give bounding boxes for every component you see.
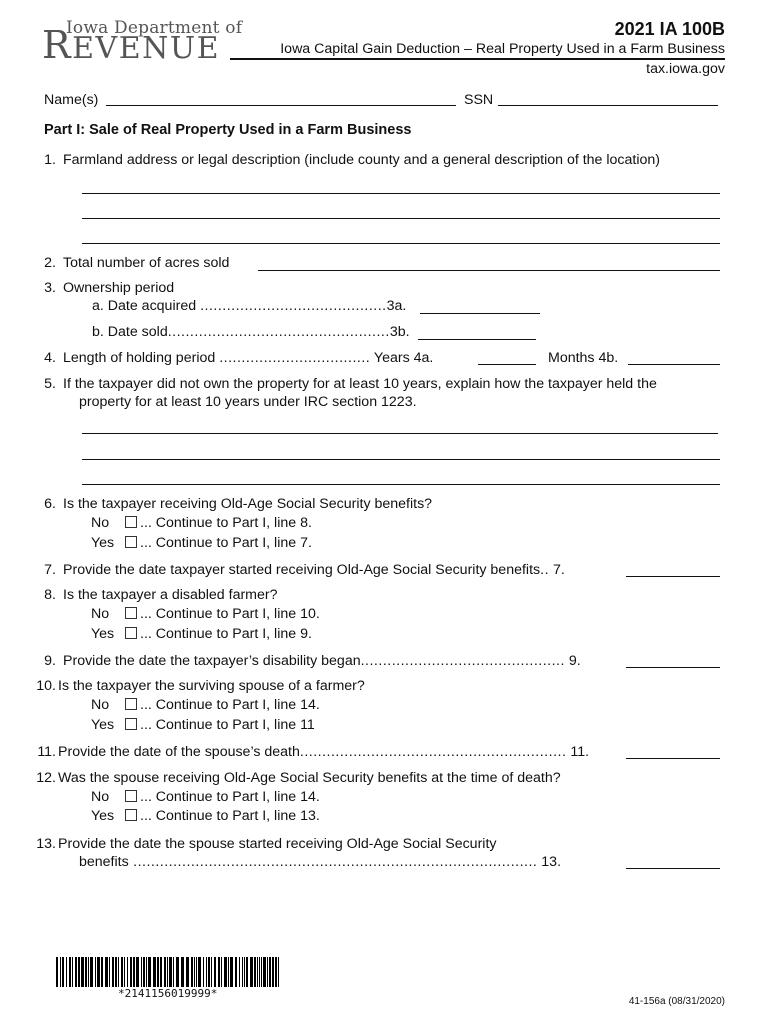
no-action: ... Continue to Part I, line 10. <box>140 606 320 622</box>
barcode-bar <box>115 957 117 987</box>
line-ref: 3a. <box>386 298 407 314</box>
yes-checkbox[interactable] <box>125 536 137 548</box>
line-3b <box>92 324 410 341</box>
no-label: No <box>91 789 110 805</box>
line-3 <box>34 280 174 297</box>
line-ref: 3b. <box>389 324 410 340</box>
line-3a <box>92 298 406 315</box>
line-number: 12. <box>36 770 56 786</box>
line-text: Is the taxpayer a disabled farmer? <box>63 587 278 603</box>
barcode-bar <box>109 957 110 987</box>
line-text: Ownership period <box>63 280 175 296</box>
line-text: a. Date acquired <box>92 298 201 314</box>
barcode-bar <box>278 957 279 987</box>
yes-action: ... Continue to Part I, line 13. <box>140 808 320 824</box>
line-13-cont <box>79 854 561 871</box>
barcode-bar <box>203 957 204 987</box>
barcode-bar <box>112 957 114 987</box>
names-label: Name(s) <box>44 92 99 108</box>
barcode-bar <box>164 957 166 987</box>
barcode-bar <box>173 957 174 987</box>
barcode-bar <box>239 957 240 987</box>
logo-rest: EVENUE <box>72 31 221 66</box>
website: tax.iowa.gov <box>646 61 725 77</box>
line-2 <box>34 255 229 272</box>
leader-dots: .................................. <box>219 350 371 366</box>
barcode-bar <box>56 957 58 987</box>
line-9-field[interactable] <box>626 667 720 668</box>
barcode-bar <box>211 957 212 987</box>
barcode-bar <box>206 957 207 987</box>
yes-action: ... Continue to Part I, line 11 <box>140 717 315 733</box>
line-number: 6. <box>44 496 56 512</box>
line-13-field[interactable] <box>626 868 720 869</box>
line-ref: 13. <box>541 854 562 870</box>
line-text: Farmland address or legal description (include county and a general description of the location) <box>63 152 661 168</box>
barcode-bar <box>66 957 67 987</box>
barcode-bar <box>85 957 87 987</box>
line-number: 10. <box>36 678 56 694</box>
form-id: 2021 IA 100B <box>614 19 725 39</box>
barcode-bar <box>81 957 84 987</box>
line-1-field-1[interactable] <box>82 193 720 194</box>
line-text: Provide the date of the spouse’s death <box>58 744 300 760</box>
yes-label: Yes <box>91 717 115 733</box>
barcode-bar <box>169 957 172 987</box>
barcode-bar <box>221 957 222 987</box>
barcode-bar <box>244 957 245 987</box>
barcode-bar <box>272 957 274 987</box>
barcode-bar <box>275 957 277 987</box>
barcode-bar <box>130 957 132 987</box>
line-6 <box>34 496 432 513</box>
line-ref: 7. <box>552 562 565 578</box>
barcode-bar <box>60 957 61 987</box>
line-11 <box>34 744 589 761</box>
barcode-bar <box>124 957 125 987</box>
line-6-yes <box>91 535 312 552</box>
barcode-bar <box>88 957 89 987</box>
line-text: benefits <box>79 854 129 870</box>
line-5-field-1[interactable] <box>82 433 718 434</box>
barcode-bar <box>230 957 233 987</box>
line-text: Is the taxpayer receiving Old-Age Social Security benefits? <box>63 496 433 512</box>
form-revision-code: 41-156a (08/31/2020) <box>628 996 725 1007</box>
no-label: No <box>91 515 110 531</box>
barcode-bar <box>261 957 262 987</box>
line-7-field[interactable] <box>626 576 720 577</box>
line-12 <box>34 770 561 787</box>
line-ref: 9. <box>568 653 581 669</box>
ssn-field[interactable] <box>498 105 718 106</box>
header-rule <box>230 58 725 60</box>
line-8-yes <box>91 626 312 643</box>
yes-checkbox[interactable] <box>125 718 137 730</box>
no-action: ... Continue to Part I, line 14. <box>140 789 320 805</box>
line-2-field[interactable] <box>258 270 720 271</box>
line-12-yes <box>91 808 320 825</box>
barcode-number: *2141156019999* <box>118 987 218 1000</box>
no-checkbox[interactable] <box>125 790 137 802</box>
barcode-bar <box>250 957 253 987</box>
barcode-bar <box>148 957 151 987</box>
barcode-bar <box>146 957 147 987</box>
no-label: No <box>91 697 110 713</box>
barcode-bar <box>141 957 142 987</box>
barcode-bar <box>191 957 193 987</box>
form-title: Iowa Capital Gain Deduction – Real Property Used in a Farm Business <box>280 41 725 57</box>
line-10-no <box>91 697 320 714</box>
line-9 <box>34 653 581 670</box>
line-number: 2. <box>44 255 56 271</box>
names-field[interactable] <box>106 105 456 106</box>
line-12-no <box>91 789 320 806</box>
line-number: 3. <box>44 280 56 296</box>
line-1 <box>34 152 660 169</box>
line-text: Was the spouse receiving Old-Age Social Security benefits at the time of death? <box>58 770 561 786</box>
line-13 <box>34 836 496 853</box>
line-text: Provide the date the taxpayer’s disability began <box>63 653 361 669</box>
barcode-bar <box>257 957 258 987</box>
barcode-bar <box>181 957 184 987</box>
line-5-field-3[interactable] <box>82 484 720 485</box>
barcode-bar <box>259 957 260 987</box>
barcode-bar <box>246 957 248 987</box>
years-ref: Years 4a. <box>370 350 434 366</box>
no-checkbox[interactable] <box>125 607 137 619</box>
barcode-bar <box>62 957 64 987</box>
barcode-bar <box>127 957 128 987</box>
barcode-bar <box>69 957 71 987</box>
barcode-bar <box>242 957 243 987</box>
barcode-bar <box>186 957 189 987</box>
leader-dots: .. <box>540 562 550 578</box>
barcode-bar <box>75 957 77 987</box>
leader-dots: ........................................................................................... <box>128 854 538 870</box>
barcode-bar <box>153 957 156 987</box>
months-ref: Months 4b. <box>548 350 619 366</box>
line-ref: 11. <box>570 744 590 760</box>
leader-dots: .......................................... <box>200 298 387 314</box>
barcode-bar <box>235 957 237 987</box>
part1-title: Part I: Sale of Real Property Used in a Farm Business <box>44 122 412 138</box>
line-5-field-2[interactable] <box>82 459 720 460</box>
barcode-bar <box>95 957 96 987</box>
barcode-bar <box>78 957 80 987</box>
line-3b-field[interactable] <box>418 339 536 340</box>
yes-label: Yes <box>91 626 115 642</box>
line-4b-field[interactable] <box>628 364 720 365</box>
yes-action: ... Continue to Part I, line 7. <box>140 535 312 551</box>
barcode-bar <box>167 957 168 987</box>
line-8 <box>34 587 278 604</box>
barcode-bar <box>228 957 229 987</box>
line-number: 5. <box>44 376 56 392</box>
line-4 <box>34 350 433 367</box>
barcode-bar <box>267 957 268 987</box>
line-number: 4. <box>44 350 56 366</box>
leader-dots: .................................................. <box>167 324 390 340</box>
line-4a-field[interactable] <box>478 364 536 365</box>
barcode-bar <box>121 957 123 987</box>
line-text: Provide the date the spouse started receiving Old-Age Social Security <box>58 836 497 852</box>
logo-initial: R <box>42 23 73 67</box>
line-text: Is the taxpayer the surviving spouse of a farmer? <box>58 678 365 694</box>
yes-action: ... Continue to Part I, line 9. <box>140 626 312 642</box>
barcode-bar <box>143 957 145 987</box>
barcode-bar <box>254 957 256 987</box>
no-checkbox[interactable] <box>125 516 137 528</box>
barcode-bar <box>118 957 119 987</box>
barcode-bar <box>194 957 195 987</box>
line-3a-field[interactable] <box>420 313 540 314</box>
line-1-field-3[interactable] <box>82 243 720 244</box>
barcode-bar <box>218 957 220 987</box>
leader-dots: ............................................................ <box>299 744 567 760</box>
line-number: 8. <box>44 587 56 603</box>
barcode-bar <box>208 957 210 987</box>
barcode-bar <box>198 957 201 987</box>
line-11-field[interactable] <box>626 758 720 759</box>
line-number: 13. <box>36 836 56 852</box>
line-text: Length of holding period <box>63 350 220 366</box>
barcode <box>56 957 281 987</box>
line-text: Total number of acres sold <box>63 255 230 271</box>
yes-checkbox[interactable] <box>125 809 137 821</box>
barcode-bar <box>160 957 162 987</box>
barcode-bar <box>72 957 73 987</box>
barcode-bar <box>157 957 159 987</box>
line-10 <box>34 678 365 695</box>
barcode-bar <box>263 957 266 987</box>
barcode-bar <box>136 957 139 987</box>
line-text: b. Date sold <box>92 324 168 340</box>
yes-checkbox[interactable] <box>125 627 137 639</box>
line-10-yes <box>91 717 315 734</box>
line-text: If the taxpayer did not own the property for at least 10 years, explain how the taxpayer held the <box>63 376 657 392</box>
no-checkbox[interactable] <box>125 698 137 710</box>
barcode-bar <box>90 957 93 987</box>
line-1-field-2[interactable] <box>82 218 720 219</box>
line-number: 1. <box>44 152 56 168</box>
barcode-bar <box>224 957 227 987</box>
line-number: 9. <box>44 653 56 669</box>
no-label: No <box>91 606 110 622</box>
barcode-bar <box>97 957 100 987</box>
line-5-cont: property for at least 10 years under IRC section 1223. <box>79 394 417 410</box>
barcode-bar <box>214 957 216 987</box>
line-7 <box>34 562 565 579</box>
agency-logo-top: Iowa Department of <box>66 18 243 38</box>
ssn-label: SSN <box>464 92 494 108</box>
barcode-bar <box>101 957 103 987</box>
line-number: 11. <box>37 744 56 760</box>
barcode-bar <box>196 957 197 987</box>
barcode-bar <box>269 957 271 987</box>
line-number: 7. <box>44 562 56 578</box>
yes-label: Yes <box>91 808 115 824</box>
barcode-bar <box>176 957 179 987</box>
barcode-bar <box>105 957 108 987</box>
line-8-no <box>91 606 320 623</box>
leader-dots: .............................................. <box>360 653 565 669</box>
line-text: Provide the date taxpayer started receiving Old-Age Social Security benefits <box>63 562 541 578</box>
yes-label: Yes <box>91 535 115 551</box>
line-5 <box>34 376 657 393</box>
no-action: ... Continue to Part I, line 8. <box>140 515 312 531</box>
barcode-bar <box>133 957 135 987</box>
no-action: ... Continue to Part I, line 14. <box>140 697 320 713</box>
line-6-no <box>91 515 312 532</box>
